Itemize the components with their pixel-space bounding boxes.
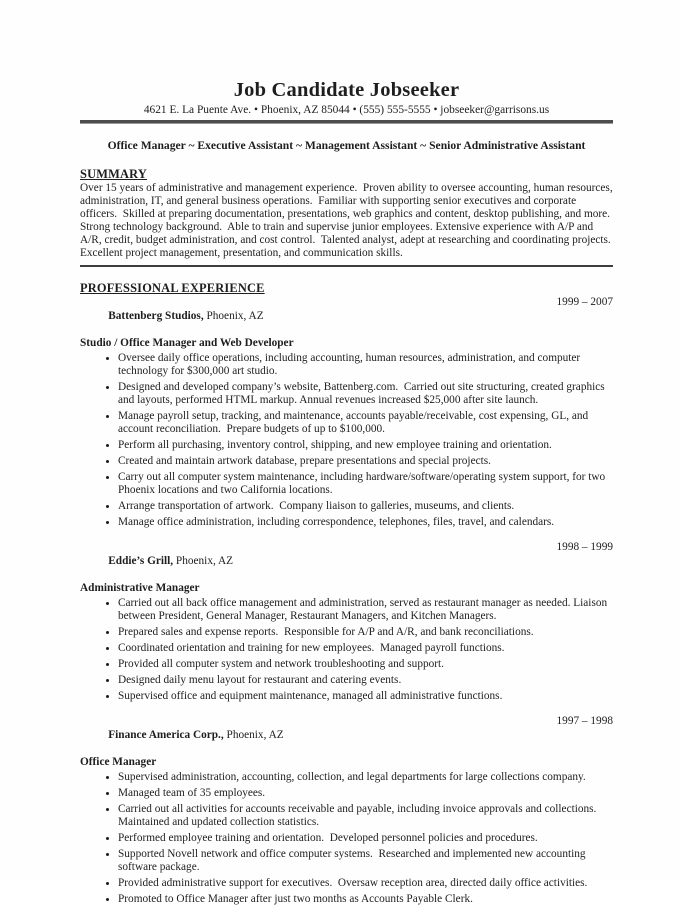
job-bullet: • Performed employee training and orientation. Developed personnel policies and procedures. (118, 832, 613, 845)
company-name: Finance America Corp., (108, 728, 224, 741)
job-company-line (80, 715, 284, 756)
job-bullet: • Designed daily menu layout for restaurant and catering events. (118, 674, 613, 687)
job-dates: 1998 – 1999 (556, 541, 613, 553)
job-header (80, 715, 613, 756)
job-bullet-list (80, 771, 613, 906)
summary-divider (80, 265, 613, 267)
job-bullet: • Arrange transportation of artwork. Company liaison to galleries, museums, and clients. (118, 500, 613, 513)
job-bullet: • Carried out all back office management and administration, served as restaurant manager as needed. Liaison between President, General Manager, Restaurant Managers, and Kitchen Managers. (118, 597, 613, 623)
job-bullet-list (80, 597, 613, 703)
job-bullet: • Provided administrative support for executives. Oversaw reception area, directed daily office activities. (118, 877, 613, 890)
job-bullet: • Supervised administration, accounting, collection, and legal departments for large collections company. (118, 771, 613, 784)
job-title: Administrative Manager (80, 581, 200, 594)
job-bullet: • Manage payroll setup, tracking, and maintenance, accounts payable/receivable, cost expensing, GL, and account reconciliation. Prepare budgets of up to $100,000. (118, 410, 613, 436)
summary-heading: SUMMARY (80, 167, 148, 181)
job-company-line (80, 541, 233, 582)
experience-section (80, 281, 613, 906)
job-entry-battenberg-studios (80, 296, 613, 529)
summary-section (80, 167, 617, 267)
job-bullet: • Coordinated orientation and training for new employees. Managed payroll functions. (118, 642, 613, 655)
job-bullet: • Promoted to Office Manager after just two months as Accounts Payable Clerk. (118, 893, 613, 906)
company-location: Phoenix, AZ (223, 728, 284, 741)
experience-heading: PROFESSIONAL EXPERIENCE (80, 281, 265, 295)
contact-line: 4621 E. La Puente Ave. • Phoenix, AZ 85044 • (555) 555-5555 • jobseeker@garrisons.us (143, 104, 550, 116)
job-entry-eddies-grill (80, 541, 613, 703)
resume-header (80, 79, 613, 153)
job-dates: 1997 – 1998 (556, 715, 613, 727)
company-location: Phoenix, AZ (203, 309, 264, 322)
job-bullet: • Prepared sales and expense reports. Responsible for A/P and A/R, and bank reconciliations. (118, 626, 613, 639)
job-entry-finance-america (80, 715, 613, 906)
job-bullet: • Supported Novell network and office computer systems. Researched and implemented new accounting software package. (118, 848, 613, 874)
job-bullet: • Carried out all activities for accounts receivable and payable, including invoice approvals and collections. Maintained and updated collection statistics. (118, 803, 613, 829)
job-bullet: • Managed team of 35 employees. (118, 787, 613, 800)
job-dates: 1999 – 2007 (556, 296, 613, 308)
job-title: Studio / Office Manager and Web Developer (80, 336, 294, 349)
job-bullet: • Designed and developed company’s website, Battenberg.com. Carried out site structuring, created graphics and layouts, performed HTML markup. Annual revenues increased $25,000 after site launch. (118, 381, 613, 407)
job-company-line (80, 296, 264, 337)
job-bullet: • Perform all purchasing, inventory control, shipping, and new employee training and orientation. (118, 439, 613, 452)
job-header (80, 541, 613, 582)
candidate-name: Job Candidate Jobseeker (233, 79, 460, 101)
job-bullet: • Manage office administration, including correspondence, telephones, files, travel, and calendars. (118, 516, 613, 529)
job-bullet: • Carry out all computer system maintenance, including hardware/software/operating system support, for two Phoenix locations and two California locations. (118, 471, 613, 497)
company-location: Phoenix, AZ (173, 554, 234, 567)
job-bullet-list (80, 352, 613, 529)
job-bullet: • Supervised office and equipment maintenance, managed all administrative functions. (118, 690, 613, 703)
job-bullet: • Created and maintain artwork database, prepare presentations and special projects. (118, 455, 613, 468)
job-bullet: • Oversee daily office operations, including accounting, human resources, administration, and computer technology for $300,000 art studio. (118, 352, 613, 378)
company-name: Battenberg Studios, (108, 309, 204, 322)
header-divider (80, 120, 613, 124)
headline: Office Manager ~ Executive Assistant ~ Management Assistant ~ Senior Administrative Assistant (107, 139, 586, 152)
job-title: Office Manager (80, 755, 157, 768)
summary-text: Over 15 years of administrative and management experience. Proven ability to oversee accounting, human resources, administration, IT, and general business operations. Familiar with supporting senior executives and corporate officers. Skilled at preparing documentation, presentations, web graphics and content, desktop publishing, and more. Strong technology background. Able to train and supervise junior employees. Extensive experience with A/P and A/R, credit, budget administration, and cost control. Talented analyst, adept at researching and coordinating projects. Excellent project management, presentation, and communication skills. (80, 182, 617, 259)
company-name: Eddie’s Grill, (108, 554, 174, 567)
job-bullet: • Provided all computer system and network troubleshooting and support. (118, 658, 613, 671)
job-header (80, 296, 613, 337)
